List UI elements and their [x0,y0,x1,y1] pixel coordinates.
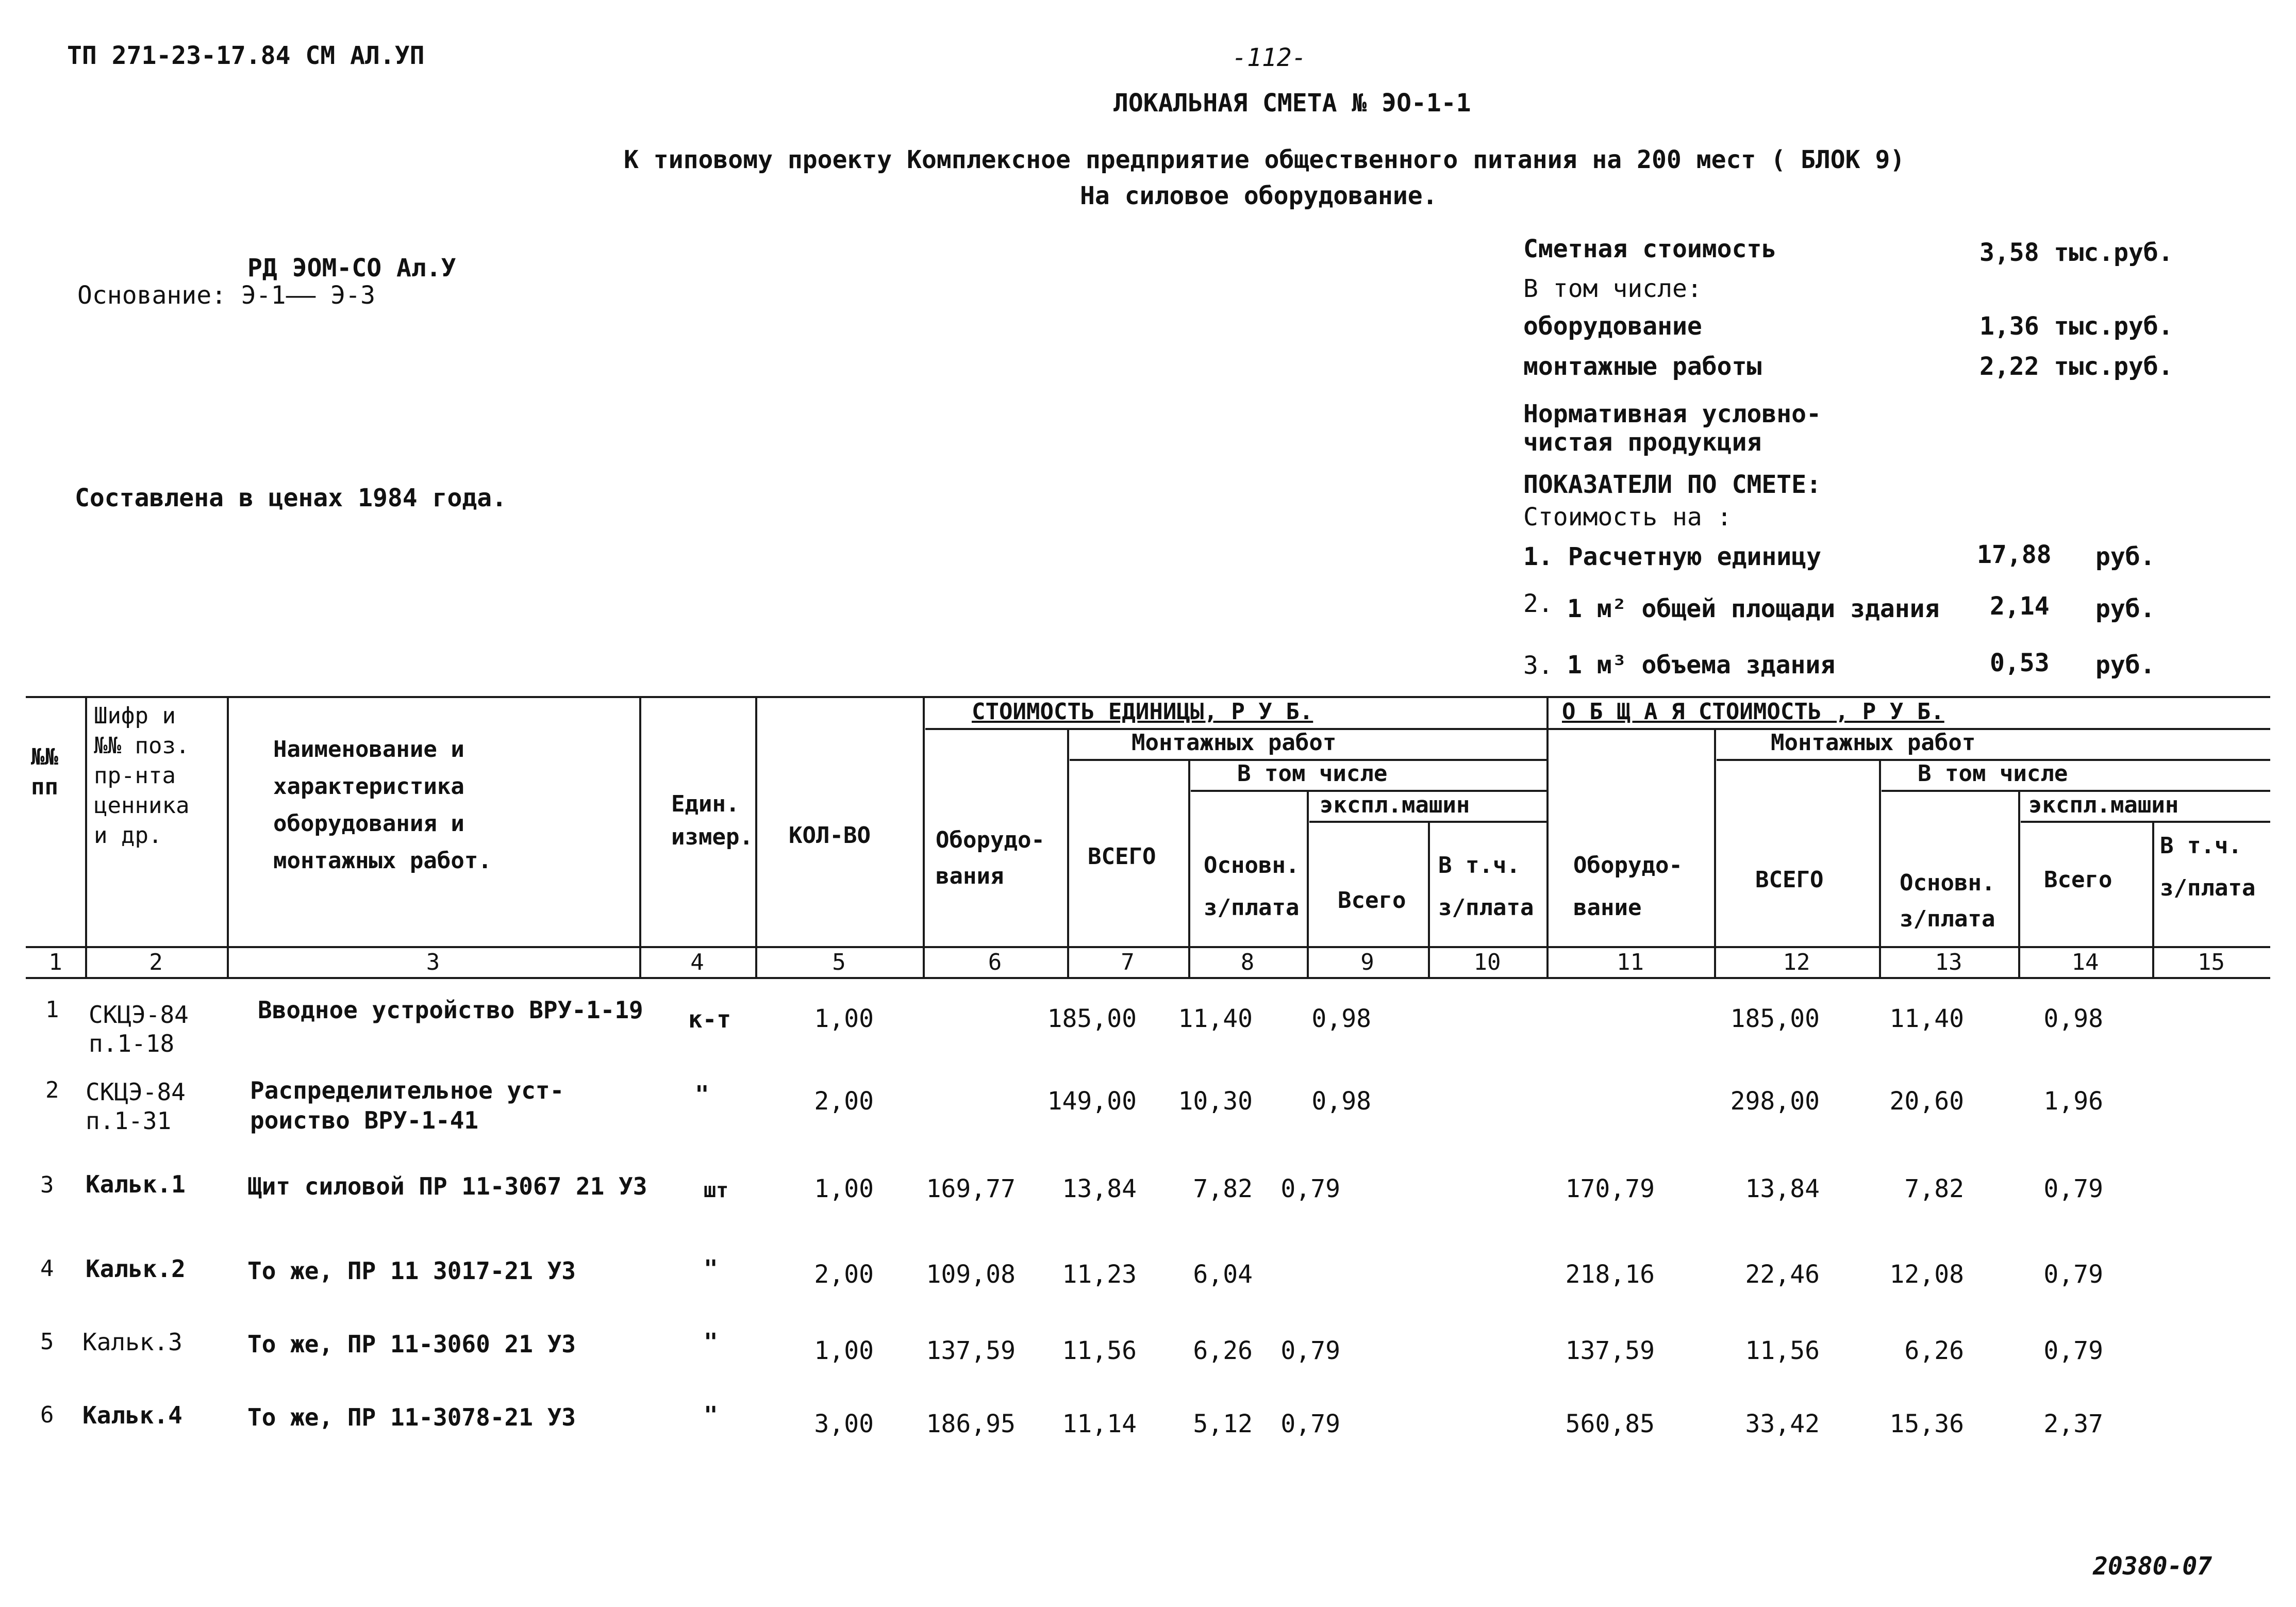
row-number: 2 [45,1077,59,1103]
equipment-value: 1,36 тыс.руб. [1979,312,2173,341]
row-name: То же, ПР 11-3060 21 УЗ [247,1330,576,1358]
header-col2-line: и др. [94,822,162,849]
header-col14: Всего [2044,867,2112,893]
row-col14: 0,79 [2043,1260,2103,1289]
header-col8 [1204,844,1299,929]
col-divider [755,696,757,977]
column-number: 11 [1617,949,1644,975]
header-col4-line: измер. [671,824,753,850]
column-number: 1 [48,949,62,975]
row-qty: 3,00 [814,1410,874,1438]
row-col6: 169,77 [926,1174,1016,1203]
row-col12: 33,42 [1745,1410,1820,1438]
row-unit: " [704,1255,718,1283]
document-subtitle: К типовому проекту Комплексное предприятие общественного питания на 200 мест ( БЛОК 9) [624,145,1905,174]
header-install-group-2: Монтажных работ [1771,730,1976,756]
header-col10 [1438,844,1534,929]
prices-note: Составлена в ценах 1984 года. [75,484,507,512]
row-col6: 137,59 [926,1336,1016,1365]
row-code: Кальк.2 [86,1255,186,1283]
column-number: 15 [2198,949,2225,975]
row-col14: 0,79 [2043,1174,2103,1203]
indicator-1-label: 1. Расчетную единицу [1523,542,1821,571]
header-col13-line: Основн. [1900,870,1995,896]
header-col6-line: вания [936,863,1004,889]
row-name: Щит силовой ПР 11-3067 21 УЗ [247,1172,647,1200]
column-number: 5 [832,949,846,975]
including-label: В том числе: [1523,274,1702,303]
header-col13 [1900,865,1995,937]
row-qty: 1,00 [814,1174,874,1203]
row-number: 3 [40,1172,54,1198]
row-col12: 11,56 [1745,1336,1820,1365]
header-col1-line: №№ [31,744,58,770]
row-qty: 2,00 [814,1087,874,1116]
col-divider [227,696,229,977]
header-machines-group: экспл.машин [1320,792,1470,818]
row-code-line: СКЦЭ-84 [86,1078,186,1106]
row-col14: 1,96 [2043,1087,2103,1116]
header-col15 [2160,825,2255,909]
header-col11-line: Оборудо- [1573,852,1683,879]
header-col1-line: пп [31,774,58,800]
row-name [250,1075,564,1135]
row-code: Кальк.1 [86,1170,186,1198]
row-unit: к-т [688,1005,731,1033]
row-col9: 0,98 [1311,1004,1371,1033]
basis-reference: РД ЭОМ-СО Ал.У [247,254,456,283]
row-code [89,1000,189,1058]
row-name-line: роиство ВРУ-1-41 [250,1106,479,1134]
equipment-label: оборудование [1523,312,1702,341]
row-number: 4 [40,1255,54,1282]
header-col8-line: Основн. [1204,852,1300,879]
indicator-3-value: 0,53 [1990,649,2050,677]
row-col9: 0,79 [1280,1410,1340,1438]
header-install-group: Монтажных работ [1132,730,1337,756]
header-col3-line: оборудования и [273,810,464,837]
row-col12: 22,46 [1745,1260,1820,1289]
row-col13: 15,36 [1889,1410,1964,1438]
group-rule [925,728,2270,730]
row-unit: " [704,1328,718,1356]
row-unit: " [704,1401,718,1429]
row-col7: 149,00 [1047,1087,1137,1116]
col-divider [639,696,641,977]
row-col6: 186,95 [926,1410,1016,1438]
column-number: 4 [690,949,704,975]
header-col2-line: Шифр и [94,703,176,729]
row-qty: 1,00 [814,1004,874,1033]
row-code [86,1078,186,1135]
row-code-line: СКЦЭ-84 [89,1001,189,1029]
row-col7: 185,00 [1047,1004,1137,1033]
indicator-2-label: 1 м² общей площади здания [1567,594,1940,623]
indicator-1-unit: руб. [2095,542,2155,571]
col-divider [1879,759,1881,977]
column-number: 13 [1935,949,1962,975]
row-col13: 20,60 [1889,1087,1964,1116]
header-col10-line: з/плата [1438,894,1534,921]
header-col2-line: пр-нта [94,763,176,789]
header-col6 [936,822,1045,894]
group-rule [2021,821,2270,823]
install-label: монтажные работы [1523,352,1762,381]
header-col6-line: Оборудо- [936,827,1045,853]
indicator-2-prefix: 2. [1523,589,1553,618]
row-name-line: Распределительное уст- [250,1076,564,1104]
install-value: 2,22 тыс.руб. [1979,352,2173,381]
header-col4 [671,788,753,854]
row-col11: 218,16 [1565,1260,1655,1289]
row-col13: 7,82 [1904,1174,1964,1203]
row-col14: 0,98 [2043,1004,2103,1033]
row-col14: 2,37 [2043,1410,2103,1438]
row-number: 5 [40,1329,54,1355]
header-col5: КОЛ-ВО [789,822,871,849]
row-col14: 0,79 [2043,1336,2103,1365]
col-divider [85,696,87,977]
indicator-2-value: 2,14 [1990,592,2050,621]
header-col12: ВСЕГО [1755,867,1824,893]
footer-stamp: 20380-07 [2093,1552,2212,1581]
row-code-line: п.1-18 [89,1030,175,1057]
document-code: ТП 271-23-17.84 СМ АЛ.УП [67,41,425,70]
row-code-line: п.1-31 [86,1107,172,1135]
header-col7: ВСЕГО [1088,843,1156,870]
row-col11: 170,79 [1565,1174,1655,1203]
row-qty: 2,00 [814,1260,874,1289]
header-col3-line: характеристика [273,773,464,800]
col-divider [1067,728,1069,977]
column-number: 3 [426,949,440,975]
estimated-cost-label: Сметная стоимость [1523,235,1777,263]
row-col8: 6,26 [1193,1336,1253,1365]
row-col13: 12,08 [1889,1260,1964,1289]
header-col2 [94,701,189,851]
row-number: 1 [45,997,59,1023]
indicator-3-unit: руб. [2095,651,2155,680]
header-incl-group: В том числе [1237,760,1388,787]
row-name: То же, ПР 11 3017-21 УЗ [247,1257,576,1285]
header-incl-group-2: В том числе [1918,760,2068,787]
header-col9: Всего [1338,887,1406,914]
row-col11: 560,85 [1565,1410,1655,1438]
header-col15-line: з/плата [2160,875,2256,901]
row-col12: 13,84 [1745,1174,1820,1203]
indicator-2-unit: руб. [2095,594,2155,623]
column-number: 14 [2071,949,2099,975]
row-col11: 137,59 [1565,1336,1655,1365]
row-col12: 185,00 [1730,1004,1820,1033]
row-unit: " [695,1081,709,1108]
header-machines-group-2: экспл.машин [2028,792,2179,818]
estimated-cost-value: 3,58 тыс.руб. [1979,238,2173,267]
row-col9: 0,98 [1311,1087,1371,1116]
col-divider [1188,759,1190,977]
header-total-cost-group: О Б Щ А Я СТОИМОСТЬ , Р У Б. [1562,699,1944,725]
document-title: ЛОКАЛЬНАЯ СМЕТА № ЭО-1-1 [1113,89,1471,118]
row-col7: 13,84 [1062,1174,1137,1203]
row-name: То же, ПР 11-3078-21 УЗ [247,1403,576,1431]
row-col8: 11,40 [1178,1004,1253,1033]
row-col8: 5,12 [1193,1410,1253,1438]
header-col2-line: ценника [94,792,190,819]
column-number: 8 [1240,949,1255,975]
header-unit-cost-group: СТОИМОСТЬ ЕДИНИЦЫ, Р У Б. [972,699,1313,725]
row-col6: 109,08 [926,1260,1016,1289]
header-col10-line: В т.ч. [1438,852,1520,879]
row-col9: 0,79 [1280,1174,1340,1203]
indicator-1-value: 17,88 [1977,540,2052,569]
column-number: 6 [988,949,1002,975]
col-divider [1714,728,1716,977]
document-subtitle-2: На силовое оборудование. [1080,181,1438,210]
row-name: Вводное устройство ВРУ-1-19 [258,996,643,1024]
row-col13: 11,40 [1889,1004,1964,1033]
column-number: 12 [1783,949,1810,975]
indicators-label: ПОКАЗАТЕЛИ ПО СМЕТЕ: [1523,470,1821,499]
column-number: 9 [1360,949,1374,975]
header-col2-line: №№ поз. [94,733,190,759]
header-col3-line: монтажных работ. [273,848,492,874]
row-col8: 6,04 [1193,1260,1253,1289]
header-col3-line: Наименование и [273,736,464,763]
header-col1 [31,742,58,802]
row-code: Кальк.3 [82,1328,182,1356]
normative-label-2: чистая продукция [1523,428,1762,457]
row-qty: 1,00 [814,1336,874,1365]
cost-per-label: Стоимость на : [1523,503,1732,532]
column-number: 2 [149,949,163,975]
page-number: -112- [1232,43,1307,72]
row-col9: 0,79 [1280,1336,1340,1365]
header-col11-line: вание [1573,894,1642,921]
basis-label: Основание: Э-1—— Э-3 [77,281,375,310]
row-col7: 11,23 [1062,1260,1137,1289]
header-col8-line: з/плата [1204,894,1300,921]
header-col13-line: з/плата [1900,906,1995,932]
row-number: 6 [40,1402,54,1428]
row-col8: 10,30 [1178,1087,1253,1116]
col-divider [1546,696,1549,977]
normative-label-1: Нормативная условно- [1523,400,1821,428]
header-col3 [273,731,492,880]
header-col11 [1573,844,1683,929]
header-col15-line: В т.ч. [2160,833,2242,859]
row-code: Кальк.4 [82,1401,182,1429]
indicator-3-prefix: 3. [1523,651,1553,680]
row-col12: 298,00 [1730,1087,1820,1116]
column-number: 7 [1121,949,1135,975]
row-col7: 11,14 [1062,1410,1137,1438]
col-divider [923,696,925,977]
row-col13: 6,26 [1904,1336,1964,1365]
column-number: 10 [1473,949,1501,975]
indicator-3-label: 1 м³ объема здания [1567,651,1836,680]
row-unit: шт [704,1179,729,1202]
row-col8: 7,82 [1193,1174,1253,1203]
header-col4-line: Един. [671,791,740,817]
row-col7: 11,56 [1062,1336,1137,1365]
